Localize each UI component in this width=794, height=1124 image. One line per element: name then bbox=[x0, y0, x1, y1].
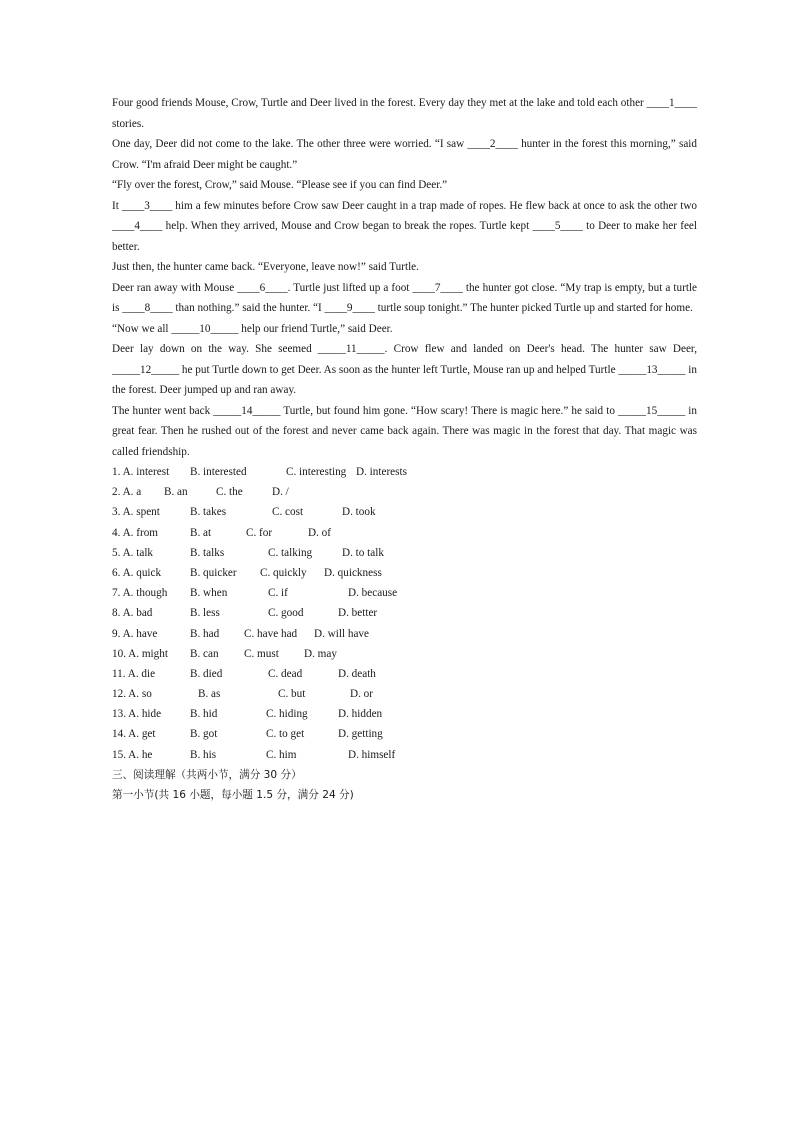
option-d: D. took bbox=[342, 506, 376, 519]
option-d: D. death bbox=[338, 667, 376, 680]
option-row bbox=[112, 462, 697, 482]
option-a: 3. A. spent bbox=[112, 506, 160, 519]
option-b: B. takes bbox=[190, 506, 227, 519]
option-c: C. but bbox=[278, 688, 306, 701]
option-c: C. him bbox=[266, 748, 297, 761]
option-b: B. talks bbox=[190, 546, 225, 559]
option-d: D. to talk bbox=[342, 546, 384, 559]
option-b: B. his bbox=[190, 748, 217, 761]
option-a: 6. A. quick bbox=[112, 566, 162, 579]
cloze-passage bbox=[112, 93, 697, 462]
option-a: 13. A. hide bbox=[112, 708, 162, 721]
option-a: 14. A. get bbox=[112, 728, 156, 741]
option-c: C. the bbox=[216, 486, 243, 499]
option-d: D. because bbox=[348, 587, 398, 600]
option-c: C. for bbox=[246, 526, 273, 539]
option-row bbox=[112, 644, 697, 664]
option-d: D. getting bbox=[338, 728, 383, 741]
option-a: 2. A. a bbox=[112, 486, 142, 499]
passage-paragraph: It ____3____ him a few minutes before Crow saw Deer caught in a trap made of ropes. He flew back at once to ask the other two ____4____ help. When they arrived, Mouse and Crow began to break the ropes. Turtle kept ____5____ to Deer to make her feel better. bbox=[112, 199, 697, 253]
option-a: 15. A. he bbox=[112, 748, 153, 761]
option-b: B. quicker bbox=[190, 566, 237, 579]
option-a: 5. A. talk bbox=[112, 546, 154, 559]
option-row bbox=[112, 704, 697, 724]
option-c: C. have had bbox=[244, 627, 298, 640]
passage-paragraph: “Now we all _____10_____ help our friend Turtle,” said Deer. bbox=[112, 322, 393, 335]
option-a: 11. A. die bbox=[112, 667, 156, 680]
option-c: C. if bbox=[268, 587, 288, 600]
section-heading: 三、阅读理解（共两小节，满分 30 分） bbox=[112, 768, 302, 781]
passage-paragraph: Deer lay down on the way. She seemed _____11_____. Crow flew and landed on Deer's head. The hunter saw Deer, _____12_____ he put Turtle down to get Deer. As soon as the hunter left Turtle, Mouse ran up and helped Turtle _____13_____ in the forest. Deer jumped up and ran away. bbox=[112, 343, 697, 396]
option-c: C. quickly bbox=[260, 566, 307, 579]
passage-paragraph: Deer ran away with Mouse ____6____. Turtle just lifted up a foot ____7____ the hunter got close. “My trap is empty, but a turtle is ____8____ than nothing.” said the hunter. “I ____9____ turtle soup tonight.” The hunter picked Turtle up and started for home. bbox=[112, 281, 697, 314]
option-b: B. can bbox=[190, 647, 219, 660]
passage-paragraph: Four good friends Mouse, Crow, Turtle and Deer lived in the forest. Every day they met at the lake and told each other ____1____ stories. bbox=[112, 97, 697, 130]
option-c: C. dead bbox=[268, 667, 303, 680]
option-b: B. when bbox=[190, 587, 228, 600]
option-row bbox=[112, 603, 697, 623]
option-d: D. may bbox=[304, 647, 337, 660]
option-a: 9. A. have bbox=[112, 627, 158, 640]
option-row bbox=[112, 624, 697, 644]
option-b: B. as bbox=[198, 688, 221, 701]
option-row bbox=[112, 543, 697, 563]
option-b: B. got bbox=[190, 728, 218, 741]
option-d: D. or bbox=[350, 688, 373, 701]
option-b: B. an bbox=[164, 486, 188, 499]
option-a: 10. A. might bbox=[112, 647, 168, 660]
option-row bbox=[112, 523, 697, 543]
option-c: C. cost bbox=[272, 506, 304, 519]
option-c: C. hiding bbox=[266, 708, 308, 721]
option-b: B. at bbox=[190, 526, 212, 539]
option-row bbox=[112, 502, 697, 522]
option-d: D. will have bbox=[314, 627, 369, 640]
option-a: 4. A. from bbox=[112, 526, 158, 539]
option-a: 1. A. interest bbox=[112, 466, 170, 478]
option-row bbox=[112, 664, 697, 684]
passage-paragraph: The hunter went back _____14_____ Turtle, but found him gone. “How scary! There is magic here.” he said to _____15_____ in great fear. Then he rushed out of the forest and never came back again. There was magic in the forest that day. That magic was called friendship. bbox=[112, 404, 697, 458]
option-row bbox=[112, 724, 697, 744]
subsection-heading: 第一小节(共 16 小题，每小题 1.5 分，满分 24 分) bbox=[112, 789, 354, 802]
option-row bbox=[112, 745, 697, 765]
option-row bbox=[112, 583, 697, 603]
option-b: B. died bbox=[190, 667, 223, 680]
document-page bbox=[112, 93, 697, 806]
option-d: D. quickness bbox=[324, 566, 382, 579]
option-a: 7. A. though bbox=[112, 587, 168, 600]
option-row bbox=[112, 684, 697, 704]
option-d: D. / bbox=[272, 486, 289, 499]
passage-paragraph: “Fly over the forest, Crow,” said Mouse. “Please see if you can find Deer.” bbox=[112, 179, 448, 191]
passage-paragraph: Just then, the hunter came back. “Everyone, leave now!” said Turtle. bbox=[112, 261, 419, 273]
option-d: D. better bbox=[338, 607, 378, 620]
option-b: B. had bbox=[190, 627, 220, 640]
option-c: C. must bbox=[244, 647, 279, 660]
option-c: C. talking bbox=[268, 546, 313, 559]
passage-paragraph: One day, Deer did not come to the lake. The other three were worried. “I saw ____2____ hunter in the forest this morning,” said Crow. “I'm afraid Deer might be caught.” bbox=[112, 138, 697, 171]
option-row bbox=[112, 563, 697, 583]
option-c: C. to get bbox=[266, 728, 305, 741]
option-c: C. good bbox=[268, 607, 304, 620]
option-d: D. himself bbox=[348, 748, 396, 761]
option-d: D. interests bbox=[356, 466, 407, 478]
option-row bbox=[112, 482, 697, 502]
option-b: B. hid bbox=[190, 708, 218, 721]
option-d: D. hidden bbox=[338, 708, 383, 721]
option-c: C. interesting bbox=[286, 466, 347, 478]
option-a: 12. A. so bbox=[112, 688, 152, 701]
option-a: 8. A. bad bbox=[112, 607, 153, 620]
option-b: B. interested bbox=[190, 466, 247, 478]
option-b: B. less bbox=[190, 607, 220, 620]
answer-options bbox=[112, 462, 697, 765]
option-d: D. of bbox=[308, 526, 331, 539]
